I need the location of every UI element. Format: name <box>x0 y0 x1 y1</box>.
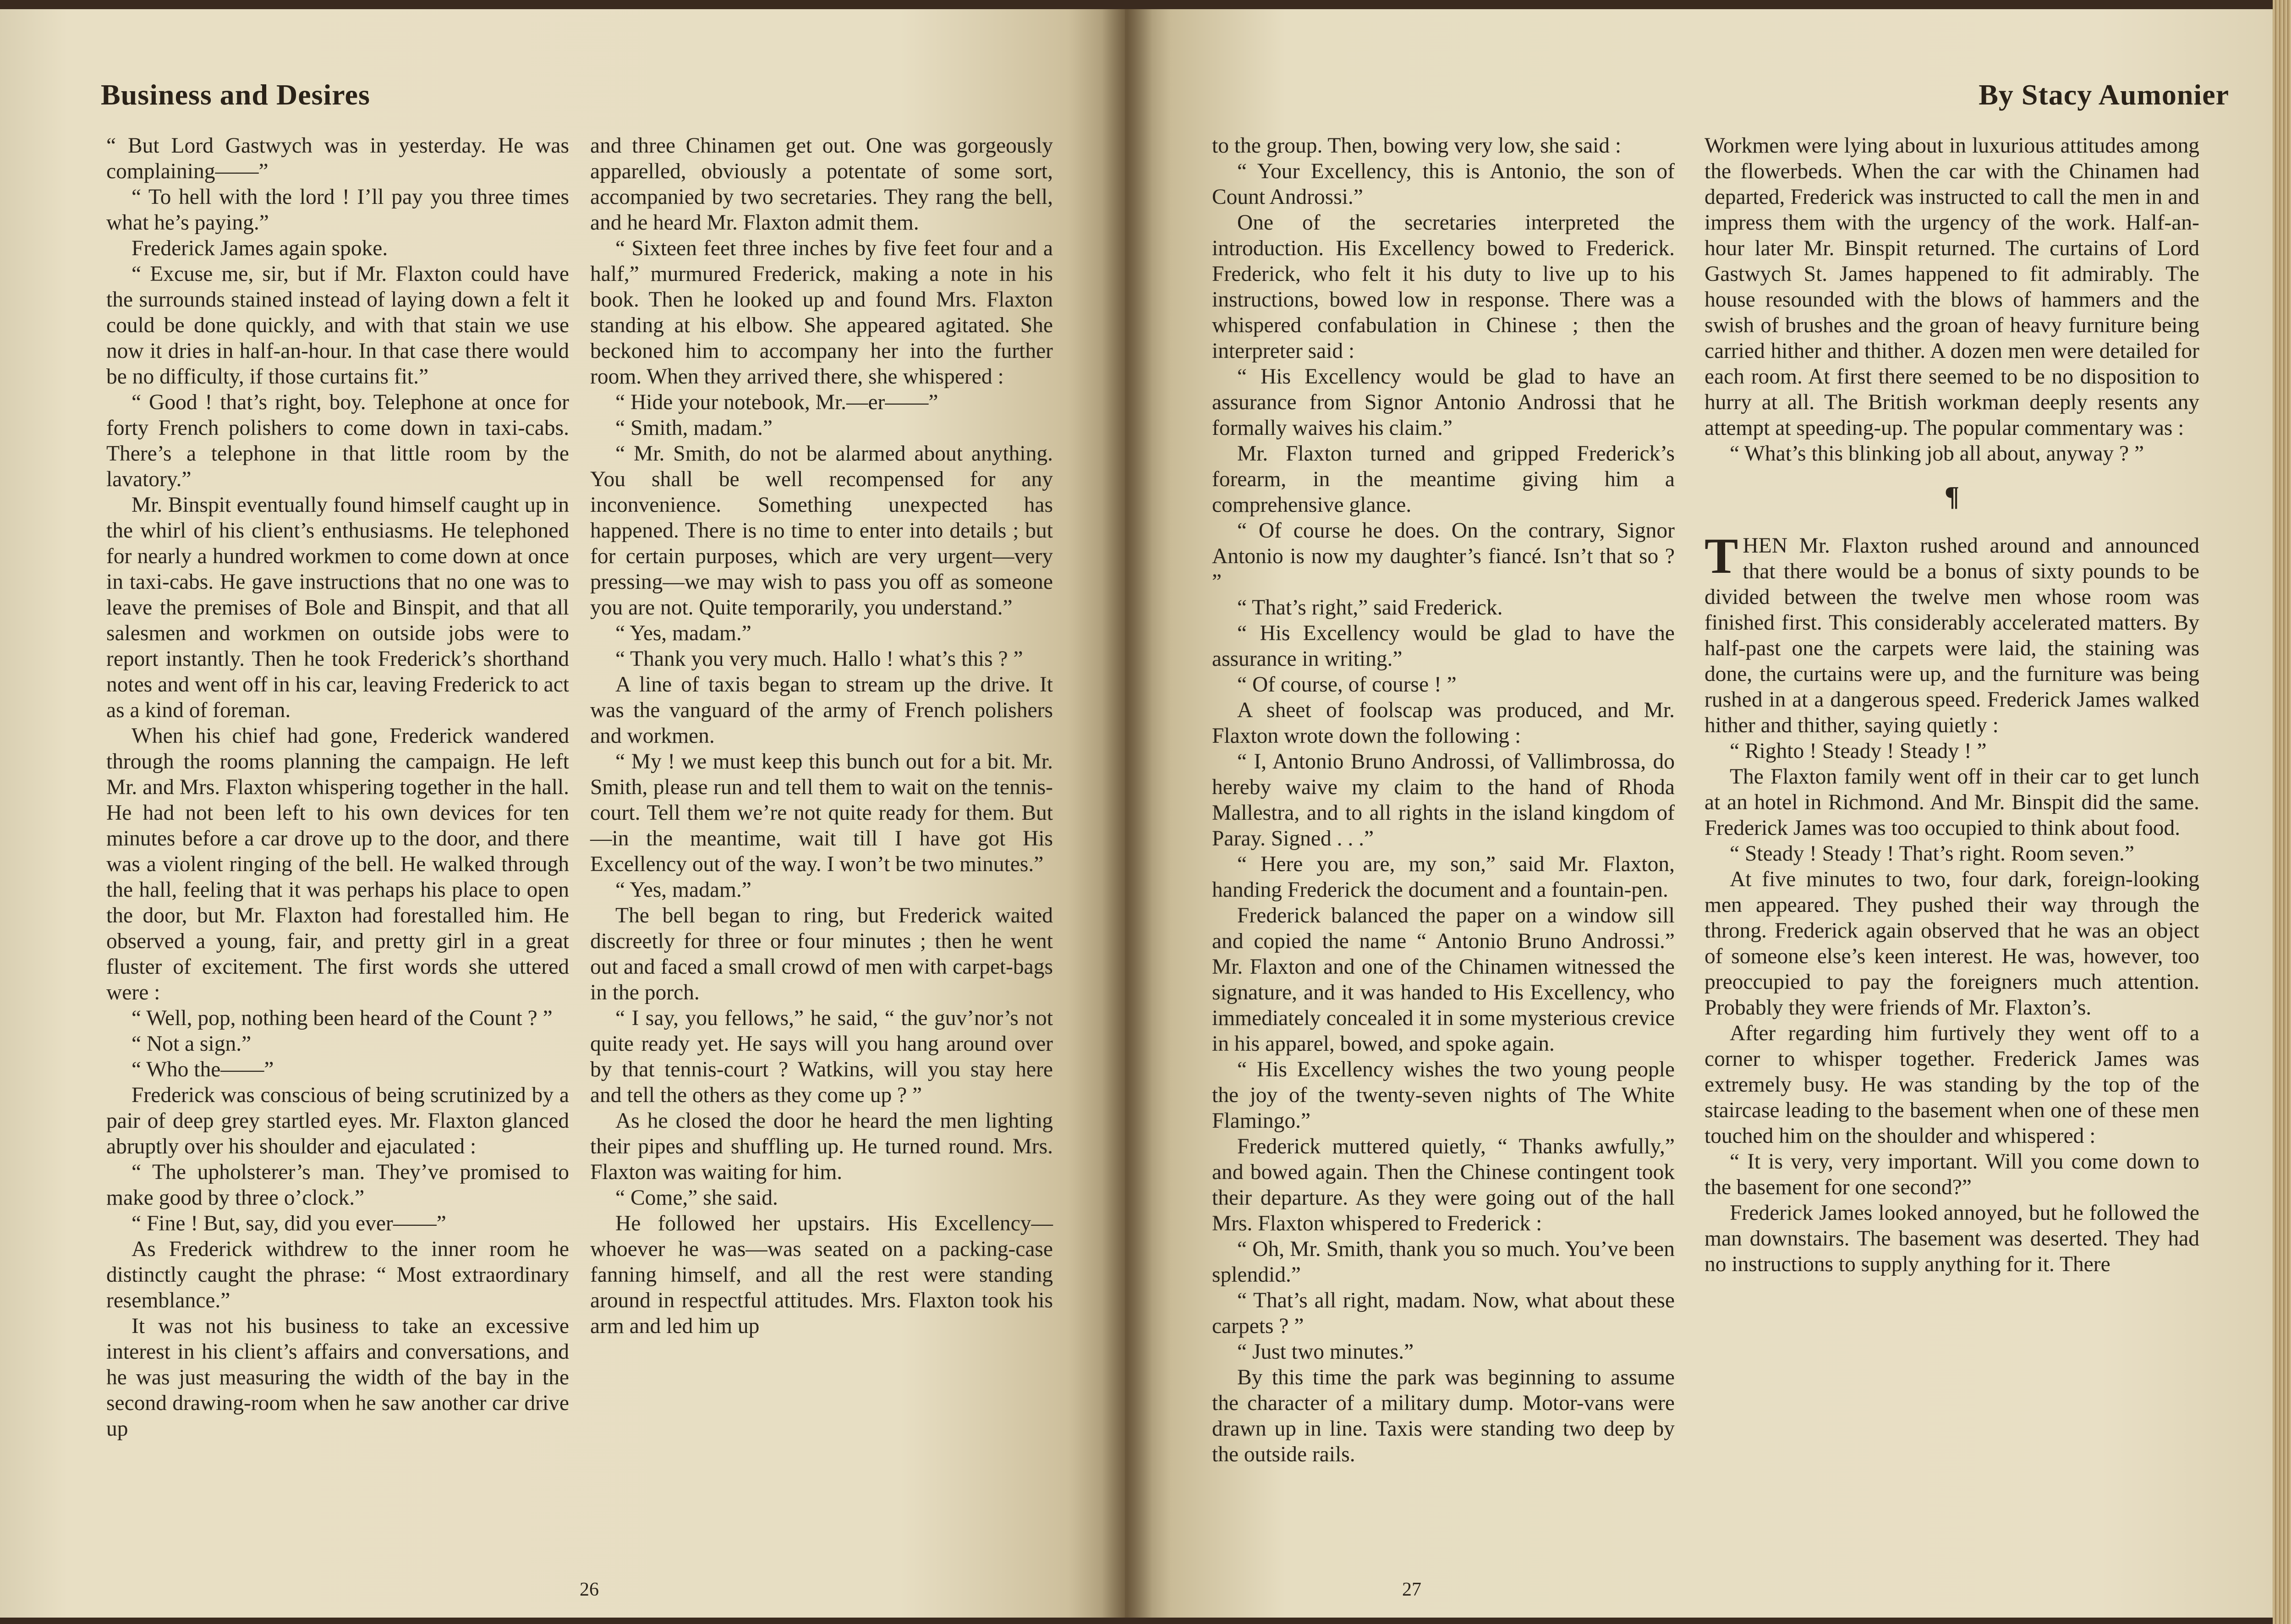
paragraph: “ Smith, madam.” <box>615 416 773 440</box>
paragraph: “ Not a sign.” <box>132 1032 252 1056</box>
paragraph: “ It is very, very important. Will you come down to the basement for one second?” <box>1705 1150 2199 1199</box>
paragraph: As Frederick withdrew to the inner room he distinctly caught the phrase: “ Most extraordinary resemblance.” <box>106 1237 569 1312</box>
right-column-2-continuation <box>1705 738 2199 1277</box>
paragraph: and three Chinamen get out. One was gorgeously apparelled, obviously a potentate of some sort, accompanied by two secretaries. They rang the bell, and he heard Mr. Flaxton admit them. <box>590 134 1053 235</box>
running-head-right: By Stacy Aumonier <box>1979 78 2229 111</box>
right-column-2-opening <box>1705 133 2199 466</box>
paragraph: Mr. Binspit eventually found himself caught up in the whirl of his client’s enthusiasms. He telephoned for nearly a hundred workmen to come down at once in taxi-cabs. He gave instructions that no one was to leave the premises of Bole and Binspit, and that all salesmen and workmen on outside jobs were to report instantly. Then he took Frederick’s shorthand notes and went off in his car, leaving Frederick to act as a kind of foreman. <box>106 493 569 722</box>
paragraph: “ Yes, madam.” <box>615 621 751 645</box>
paragraph: “ His Excellency would be glad to have the assurance in writing.” <box>1212 621 1675 671</box>
page-number-right: 27 <box>1402 1579 1421 1600</box>
paragraph: The bell began to ring, but Frederick waited discreetly for three or four minutes ; then he went out and faced a small crowd of men with carpet-bags in the porch. <box>590 904 1053 1004</box>
paragraph: After regarding him furtively they went off to a corner to whisper together. Frederick James was extremely busy. He was standing by the top of the staircase leading to the basement when one of these men touched him on the shoulder and whispered : <box>1705 1021 2199 1148</box>
paragraph: Frederick balanced the paper on a window sill and copied the name “ Antonio Bruno Androssi.” Mr. Flaxton and one of the Chinamen witnessed the signature, and it was handed to His Excellency, who immediately concealed it in some mysterious crevice in his apparel, bowed, and spoke again. <box>1212 904 1675 1056</box>
left-column-2 <box>590 133 1053 1339</box>
paragraph: “ Yes, madam.” <box>615 878 751 902</box>
paragraph: Frederick James looked annoyed, but he followed the man downstairs. The basement was deserted. They had no instructions to supply anything for it. There <box>1705 1201 2199 1276</box>
section-mark: ¶ <box>1944 481 1960 511</box>
paragraph: “ I say, you fellows,” he said, “ the guv’nor’s not quite ready yet. He says will you hang around over by that tennis-court ? Watkins, will you stay here and tell the others as they come up ? ” <box>590 1006 1053 1107</box>
right-page <box>1125 9 2273 1618</box>
paragraph: At five minutes to two, four dark, foreign-looking men appeared. They pushed their way through the throng. Frederick again observed that he was an object of someone else’s keen interest. He was, however, too preoccupied to pay the foreigners much attention. Probably they were friends of Mr. Flaxton’s. <box>1705 867 2199 1020</box>
paragraph: “ Mr. Smith, do not be alarmed about anything. You shall be well recompensed for any inconvenience. Something unexpected has happened. There is no time to enter into details ; but for certain purposes, which are very urgent—very pressing—we may wish to pass you off as someone you are not. Quite temporarily, you understand.” <box>590 442 1053 620</box>
paragraph: “ Steady ! Steady ! That’s right. Room seven.” <box>1730 842 2134 866</box>
paragraph: “ Excuse me, sir, but if Mr. Flaxton could have the surrounds stained instead of laying down a felt it could be done quickly, and with that stain we use now it dries in half-an-hour. In that case there would be no difficulty, if those curtains fit.” <box>106 262 569 389</box>
paragraph: “ Of course, of course ! ” <box>1237 673 1457 697</box>
paragraph: “ Well, pop, nothing been heard of the Count ? ” <box>132 1006 553 1030</box>
paragraph: As he closed the door he heard the men lighting their pipes and shuffling up. He turned round. Mrs. Flaxton was waiting for him. <box>590 1109 1053 1184</box>
paragraph: When his chief had gone, Frederick wandered through the rooms planning the campaign. He left Mr. and Mrs. Flaxton whispering together in the hall. He had not been left to his own devices for ten minutes before a car drove up to the door, and there was a violent ringing of the bell. He walked through the hall, feeling that it was perhaps his place to open the door, but Mr. Flaxton had forestalled him. He observed a young, fair, and pretty girl in a great fluster of excitement. The first words she uttered were : <box>106 724 569 1004</box>
paragraph: Workmen were lying about in luxurious attitudes among the flowerbeds. When the car with the Chinamen had departed, Frederick was instructed to call the men in and impress them with the urgency of the work. Half-an-hour later Mr. Binspit returned. The curtains of Lord Gastwych St. James happened to fit admirably. The house resounded with the blows of hammers and the swish of brushes and the groan of heavy furniture being carried hither and thither. A dozen men were detailed for each room. At first there seemed to be no disposition to hurry at all. The British workman deeply resents any attempt at speeding-up. The popular commentary was : <box>1705 134 2199 440</box>
paragraph: Mr. Flaxton turned and gripped Frederick’s forearm, in the meantime giving him a comprehensive glance. <box>1212 442 1675 517</box>
paragraph: “ My ! we must keep this bunch out for a bit. Mr. Smith, please run and tell them to wait on the tennis-court. Tell them we’re not quite ready for them. But—in the meantime, wait till I have got His Excellency out of the way. I won’t be two minutes.” <box>590 750 1053 876</box>
page-number-left: 26 <box>580 1579 599 1600</box>
dropcap-letter: T <box>1705 528 1738 584</box>
paragraph: It was not his business to take an excessive interest in his client’s affairs and conversations, and he was just measuring the width of the bay in the second drawing-room when he saw another car drive up <box>106 1314 569 1441</box>
paragraph: “ Righto ! Steady ! Steady ! ” <box>1730 739 1987 763</box>
right-column-2 <box>1705 133 2199 1277</box>
paragraph: “ Good ! that’s right, boy. Telephone at once for forty French polishers to come down in taxi-cabs. There’s a telephone in that little room by the lavatory.” <box>106 390 569 491</box>
paragraph: Frederick muttered quietly, “ Thanks awfully,” and bowed again. Then the Chinese contingent took their departure. As they were going out of the hall Mrs. Flaxton whispered to Frederick : <box>1212 1135 1675 1235</box>
paragraph: “ His Excellency would be glad to have an assurance from Signor Antonio Androssi that he formally waives his claim.” <box>1212 365 1675 440</box>
paragraph: “ Come,” she said. <box>615 1186 778 1210</box>
dropcap-paragraph <box>1705 528 2199 738</box>
paragraph: He followed her upstairs. His Excellency—whoever he was—was seated on a packing-case fanning himself, and all the rest were standing around in respectful attitudes. Mrs. Flaxton took his arm and led him up <box>590 1212 1053 1338</box>
paragraph: “ But Lord Gastwych was in yesterday. He was complaining——” <box>106 134 569 183</box>
paragraph: The Flaxton family went off in their car to get lunch at an hotel in Richmond. And Mr. Binspit did the same. Frederick James was too occupied to think about food. <box>1705 765 2199 840</box>
paragraph: One of the secretaries interpreted the introduction. His Excellency bowed to Frederick. Frederick, who felt it his duty to live up to his instructions, bowed low in response. There was a whispered confabulation in Chinese ; then the interpreter said : <box>1212 211 1675 363</box>
paragraph: “ Of course he does. On the contrary, Signor Antonio is now my daughter’s fiancé. Isn’t that so ? ” <box>1212 519 1675 594</box>
running-head-left: Business and Desires <box>101 78 370 111</box>
paragraph: “ Sixteen feet three inches by five feet four and a half,” murmured Frederick, making a note in his book. Then he looked up and found Mrs. Flaxton standing at his elbow. She appeared agitated. She beckoned him to accompany her into the further room. When they arrived there, she whispered : <box>590 236 1053 389</box>
paragraph: A sheet of foolscap was produced, and Mr. Flaxton wrote down the following : <box>1212 698 1675 748</box>
paragraph: to the group. Then, bowing very low, she said : <box>1212 134 1622 158</box>
paragraph: “ His Excellency wishes the two young people the joy of the twenty-seven nights of The White Flamingo.” <box>1212 1058 1675 1133</box>
paragraph: “ Your Excellency, this is Antonio, the son of Count Androssi.” <box>1212 159 1675 209</box>
paragraph: “ Just two minutes.” <box>1237 1340 1414 1364</box>
paragraph: “ I, Antonio Bruno Androssi, of Vallimbrossa, do hereby waive my claim to the hand of Rhoda Mallestra, and to all rights in the island kingdom of Paray. Signed . . .” <box>1212 750 1675 850</box>
paragraph: A line of taxis began to stream up the drive. It was the vanguard of the army of French polishers and workmen. <box>590 673 1053 748</box>
paragraph: Frederick James again spoke. <box>132 236 388 260</box>
page-edges <box>2273 0 2291 1624</box>
paragraph: By this time the park was beginning to assume the character of a military dump. Motor-vans were drawn up in line. Taxis were standing two deep by the outside rails. <box>1212 1366 1675 1466</box>
paragraph: “ That’s right,” said Frederick. <box>1237 596 1503 620</box>
paragraph: “ What’s this blinking job all about, anyway ? ” <box>1730 442 2144 466</box>
paragraph: “ Fine ! But, say, did you ever——” <box>132 1212 446 1235</box>
paragraph: “ That’s all right, madam. Now, what about these carpets ? ” <box>1212 1289 1675 1338</box>
paragraph: “ To hell with the lord ! I’ll pay you three times what he’s paying.” <box>106 185 569 235</box>
paragraph: “ Who the——” <box>132 1058 274 1081</box>
paragraph: “ Hide your notebook, Mr.—er——” <box>615 390 938 414</box>
paragraph: Frederick was conscious of being scrutinized by a pair of deep grey startled eyes. Mr. Flaxton glanced abruptly over his shoulder and ejaculated : <box>106 1083 569 1158</box>
left-column-1 <box>106 133 569 1442</box>
paragraph: “ Thank you very much. Hallo ! what’s this ? ” <box>615 647 1023 671</box>
book-gutter-shadow <box>1102 9 1152 1618</box>
dropcap-paragraph-text: HEN Mr. Flaxton rushed around and announced that there would be a bonus of sixty pounds to be divided between the twelve men whose room was finished first. This considerably accelerated matters. By half-past one the carpets were laid, the staining was done, the curtains were up, and the furniture was being rushed in at a dangerous speed. Frederick James walked hither and thither, saying quietly : <box>1705 534 2199 737</box>
right-column-1 <box>1212 133 1675 1467</box>
paragraph: “ Oh, Mr. Smith, thank you so much. You’ve been splendid.” <box>1212 1237 1675 1287</box>
paragraph: “ Here you are, my son,” said Mr. Flaxton, handing Frederick the document and a fountain-pen. <box>1212 852 1675 902</box>
left-page <box>0 9 1125 1618</box>
paragraph: “ The upholsterer’s man. They’ve promised to make good by three o’clock.” <box>106 1160 569 1210</box>
